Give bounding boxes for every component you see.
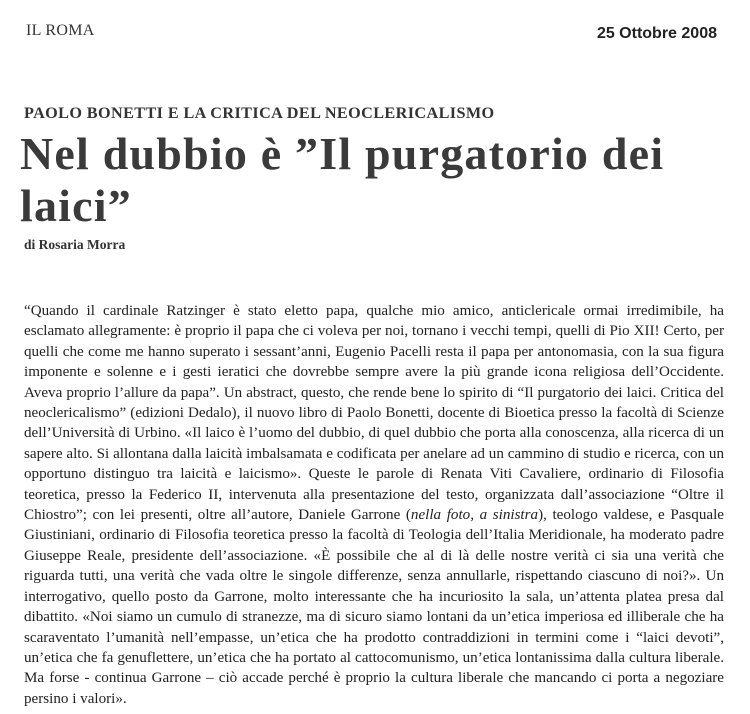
photo-caption-reference: nella foto, a sinistra: [410, 507, 539, 524]
publication-date: 25 Ottobre 2008: [596, 25, 717, 42]
article-byline: di Rosaria Morra: [24, 237, 126, 252]
article-body-part1: “Quando il cardinale Ratzinger è stato eletto papa, qualche mio amico, anticlericale ormai irredimibile, ha esclamato allegramente: è proprio il papa che ci voleva per noi, tornano i vecchi tempi, quelli di Pio XII! Certo, per quelli che come me hanno superato i sessant’anni, Eugenio Pacelli resta il papa per antonomasia, con la sua figura imponente e solenne e i gesti ieratici che dovrebbe sempre avere la più grande icona religiosa dell’Occidente. Aveva proprio l’allure da papa”. Un abstract, questo, che rende bene lo spirito di “Il purgatorio dei laici. Critica del neoclericalismo” (edizioni Dedalo), il nuovo libro di Paolo Bonetti, docente di Bioetica presso la facoltà di Scienze dell’Università di Urbino. «Il laico è l’uomo del dubbio, di quel dubbio che porta alla conoscenza, alla ricerca di un sapere alto. Si allontana dalla laicità imbalsamata e codificata per anelare ad un cammino di studio e ricerca, con un opportuno distinguo tra laicità e laicismo». Queste le parole di Renata Viti Cavaliere, ordinario di Filosofia teoretica, presso la Federico II, intervenuta alla presentazione del testo, organizzata dall’associazione “Oltre il Chiostro”; con lei presenti, oltre all’autore, Daniele Garrone (: [24, 303, 724, 524]
article-body-part2: ), teologo valdese, e Pasquale Giustiniani, ordinario di Filosofia teoretica presso la facoltà di Teologia dell’Italia Meridionale, ha moderato padre Giuseppe Reale, presidente dell’associazione. «È possibile che al di là delle nostre verità ci sia una verità che riguarda tutti, una verità che vada oltre le singole differenze, senza annullarle, rispettando ciascuno di noi?». Un interrogativo, quello posto da Garrone, molto interessante che ha incuriosito la sala, un’attenta platea presa dal dibattito. «Noi siamo un cumulo di stranezze, ma di sicuro siamo lontani da un’etica imperiosa ed illiberale che ha scaraventato l’umanità nell’empasse, un’etica che ha prodotto contraddizioni in termini come i “laici devoti”, un’etica che fa genuflettere, un’etica che ha portato al cattocomunismo, un’etica lontanissima dalla cultura liberale. Ma forse - continua Garrone – ciò accade perché è proprio la cultura liberale che mancando ci porta a negoziare persino i valori».: [24, 507, 724, 707]
article-headline: Nel dubbio è ”Il purgatorio dei laici”: [20, 128, 665, 231]
article-kicker: PAOLO BONETTI E LA CRITICA DEL NEOCLERICALISMO: [24, 104, 495, 122]
newspaper-masthead: IL ROMA: [26, 22, 95, 39]
article-body: [24, 301, 724, 709]
